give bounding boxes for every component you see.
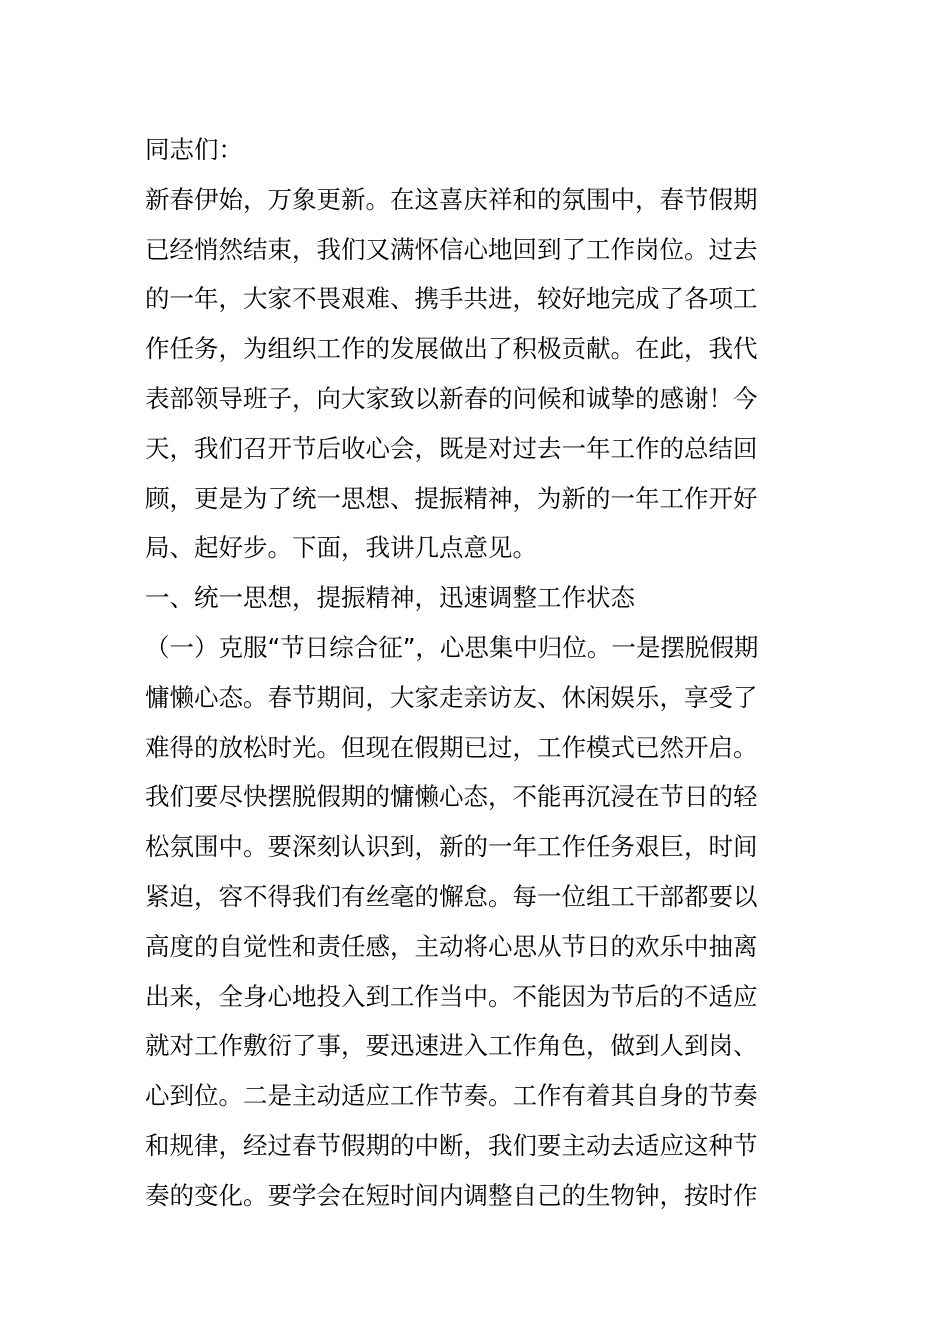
text-line: 顾，更是为了统一思想、提振精神，为新的一年工作开好 (145, 483, 758, 513)
text-line: 就对工作敷衍了事，要迅速进入工作角色，做到人到岗、 (145, 1031, 758, 1061)
text-line: 难得的放松时光。但现在假期已过，工作模式已然开启。 (145, 732, 758, 762)
text-line: 表部领导班子，向大家致以新春的问候和诚挚的感谢！今 (145, 383, 758, 413)
text-line: 天，我们召开节后收心会，既是对过去一年工作的总结回 (145, 433, 758, 463)
text-line: 已经悄然结束，我们又满怀信心地回到了工作岗位。过去 (145, 234, 758, 264)
text-line: 出来，全身心地投入到工作当中。不能因为节后的不适应 (145, 981, 758, 1011)
text-line: 松氛围中。要深刻认识到，新的一年工作任务艰巨，时间 (145, 832, 758, 862)
text-line: 奏的变化。要学会在短时间内调整自己的生物钟，按时作 (145, 1180, 758, 1210)
text-line: 的一年，大家不畏艰难、携手共进，较好地完成了各项工 (145, 284, 758, 314)
document-body (145, 125, 810, 1221)
text-line: 和规律，经过春节假期的中断，我们要主动去适应这种节 (145, 1130, 758, 1160)
text-line: 作任务，为组织工作的发展做出了积极贡献。在此，我代 (145, 334, 758, 364)
text-line: 高度的自觉性和责任感，主动将心思从节日的欢乐中抽离 (145, 931, 758, 961)
text-line: 我们要尽快摆脱假期的慵懒心态，不能再沉浸在节日的轻 (145, 782, 758, 812)
text-line: 局、起好步。下面，我讲几点意见。 (145, 533, 537, 563)
text-line: 慵懒心态。春节期间，大家走亲访友、休闲娱乐，享受了 (145, 682, 758, 712)
text-line: 心到位。二是主动适应工作节奏。工作有着其自身的节奏 (145, 1081, 758, 1111)
text-line: 紧迫，容不得我们有丝毫的懈怠。每一位组工干部都要以 (145, 881, 758, 911)
text-line: 新春伊始，万象更新。在这喜庆祥和的氛围中，春节假期 (145, 184, 758, 214)
subsection-heading-line: （一）克服“节日综合征”，心思集中归位。一是摆脱假期 (145, 632, 759, 662)
salutation: 同志们： (145, 135, 243, 164)
section-heading: 一、统一思想，提振精神，迅速调整工作状态 (145, 583, 635, 613)
